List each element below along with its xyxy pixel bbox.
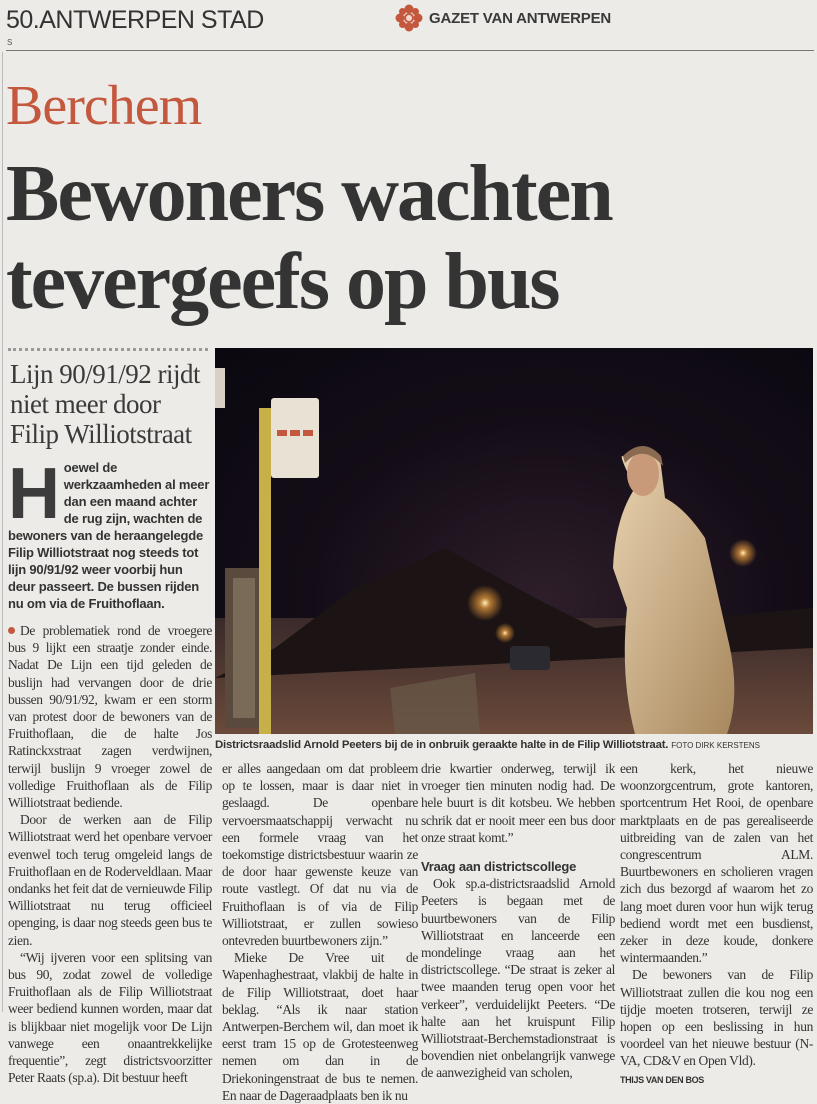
body-column-2	[222, 760, 418, 1104]
photo-caption	[215, 737, 815, 754]
photo-credit: FOTO DIRK KERSTENS	[671, 741, 760, 750]
headline	[6, 150, 816, 326]
left-column	[8, 348, 212, 1086]
kicker: Berchem	[6, 75, 202, 137]
paragraph: Door de werken aan de Filip Williotstraat werd het openbare vervoer evenwel toch terug omgeleid langs de Fruithoflaan en de Roderveldlaan. Maar ondanks het feit dat de vernieuwde Filip Williotstraat nu terug officieel openging, is daar nog steeds geen bus te zien.	[8, 812, 212, 948]
paragraph: drie kwartier onderweg, terwijl ik vroeger tien minuten nodig had. De hele buurt is dit kotsbeu. We hebben schrik dat er nooit meer een bus door onze straat komt.”	[421, 761, 615, 845]
paragraph	[8, 622, 212, 811]
paragraph-text: De problematiek rond de vroegere bus 9 lijkt een straatje zonder einde. Nadat De Lijn een tijd geleden de buslijn had vervangen door de drie bussen 90/91/92, kwam er een storm van protest door de bewoners van de Fruithoflaan, die de halte Jos Ratinckxstraat zagen verdwijnen, terwijl buslijn 9 vroeger zowel de volledige Fruithoflaan als de Filip Williotstraat bediende.	[8, 623, 212, 811]
article-photo	[215, 348, 813, 734]
headline-line: tevergeefs op bus	[6, 238, 559, 326]
body-column-4	[620, 760, 813, 1089]
lead-paragraph	[8, 454, 212, 612]
paragraph: er alles aangedaan om dat probleem op te lossen, maar is daar niet in geslaagd. De openbare vervoersmaatschappij verwacht nu een formele vraag van het toekomstige districtsbestuur waarin ze de door haar gewenste keuze van route vastlegt. Of dat nu via de Fruithoflaan is of via de Filip Williotstraat, er zullen sowieso ontevreden buurtbewoners zijn.”	[222, 761, 418, 949]
bullet-icon	[8, 627, 15, 634]
paragraph: Mieke De Vree uit de Wapenhaghestraat, vlakbij de halte in de Filip Williotstraat, doet haar beklag. “Als ik naar station Antwerpen-Berchem wil, dan moet ik eerst tram 15 op de Grotesteenweg nemen om dan in de Driekoningenstraat de bus te nemen. En naar de Dageraadplaats ben ik nu	[222, 950, 418, 1103]
headline-line: Bewoners wachten	[6, 150, 612, 238]
night-street-scene	[215, 348, 813, 734]
subheadline: Lijn 90/91/92 rijdt niet meer door Filip Williotstraat	[10, 359, 200, 449]
header-rule	[6, 50, 814, 51]
paragraph: Ook sp.a-districtsraadslid Arnold Peeters is begaan met de buurtbewoners van de Filip Williotstraat en lanceerde een mondelinge vraag aan het districtscollege. “De straat is zeker al twee maanden terug open voor het verkeer”, verduidelijkt Peeters. “De halte aan het kruispunt Filip Williotstraat-Berchemstadionstraat is bovendien niet onbelangrijk vanwege de aanwezigheid van scholen,	[421, 876, 615, 1081]
byline: THIJS VAN DEN BOS	[620, 1074, 704, 1085]
drop-cap: H	[8, 454, 60, 534]
intertitle: Vraag aan districtscollege	[421, 859, 577, 875]
column-rule	[2, 52, 3, 1012]
rose-icon	[395, 4, 423, 32]
section-title: 50.ANTWERPEN STAD	[6, 6, 264, 34]
paragraph: een kerk, het nieuwe woonzorgcentrum, grote kantoren, sportcentrum Het Rooi, de openbare marktplaats en de pas gerealiseerde uitbreiding van de zalen van het congrescentrum ALM. Buurtbewoners en scholieren vragen zich dus bezorgd af waarom het zo lang moet duren voor hun wijk terug bediend wordt met een busdienst, zeker in deze koude, donkere wintermaanden.”	[620, 761, 813, 966]
caption-text: Districtsraadslid Arnold Peeters bij de in onbruik geraakte halte in de Filip Williotstraat.	[215, 739, 669, 751]
paragraph: “Wij ijveren voor een splitsing van bus 90, zodat zowel de volledige Fruithoflaan als de Filip Williotstraat weer bediend kunnen worden, maar dat is blijkbaar niet mogelijk voor De Lijn vanwege een onaantrekkelijke frequentie”, zegt districtsvoorzitter Peter Raats (sp.a). Dit bestuur heeft	[8, 949, 212, 1086]
lead-text: oewel de werkzaamheden al meer dan een maand achter de rug zijn, wachten de bewoners van de heraangelegde Filip Williotstraat nog steeds tot lijn 90/91/92 weer voorbij hun deur passeert. De bussen rijden nu om via de Fruithoflaan.	[8, 460, 210, 611]
edition-mark: S	[7, 38, 13, 47]
newspaper-logo	[395, 4, 611, 32]
dotted-divider	[8, 348, 208, 351]
body-column-1	[8, 622, 212, 1086]
paragraph: De bewoners van de Filip Williotstraat zullen die kou nog een tijdje moeten trotseren, terwijl ze hopen op een beslissing in hun voordeel van het nieuwe bestuur (N-VA, CD&V en Open Vld).	[620, 967, 813, 1069]
logo-text: GAZET VAN ANTWERPEN	[429, 9, 612, 27]
body-column-3	[421, 760, 615, 1082]
